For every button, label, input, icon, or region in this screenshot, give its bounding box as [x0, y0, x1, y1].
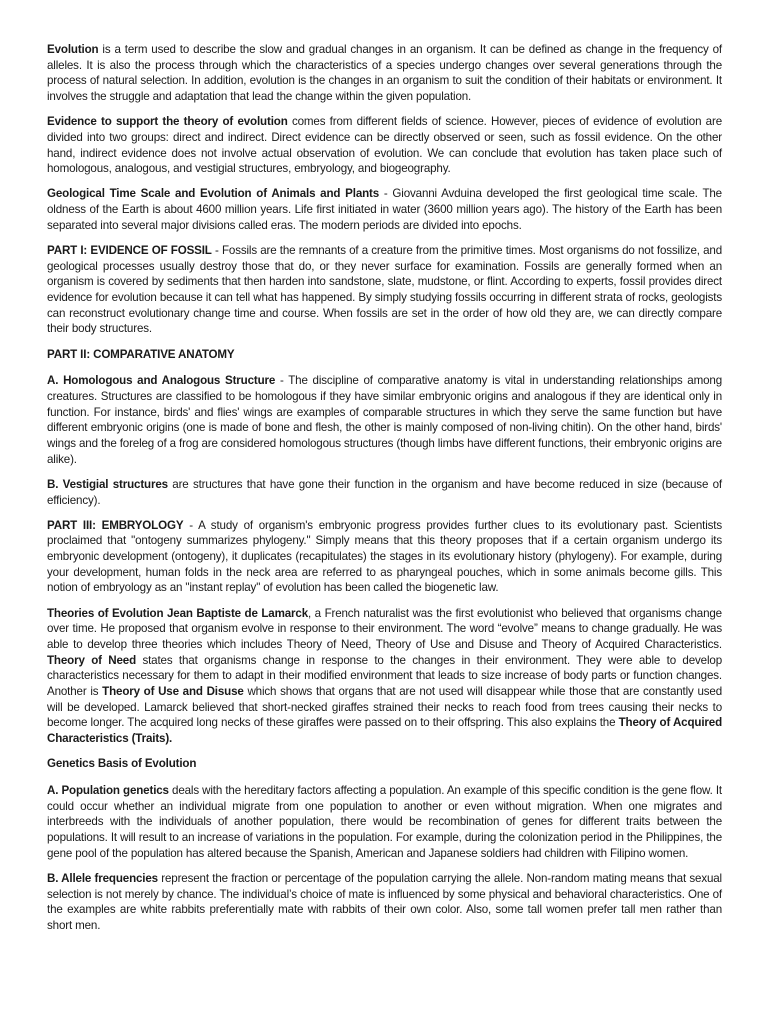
term-theory-of-use-and-disuse: Theory of Use and Disuse [102, 685, 244, 699]
paragraph-homologous-analogous: A. Homologous and Analogous Structure - The discipline of comparative anatomy is vital in understanding relationships among creatures. Structures are classified to be homologous if they have similar embryonic origins and analogous if they are identical only in function. For instance, birds' and flies' wings are examples of comparable structures in which they serve the same function but have different embryonic origins (one is made of bone and flesh, the other is mainly composed of non-living chitin). On the other hand, birds' wings and the foreleg of a frog are considered homologous structures (though limbs have different functions, their embryonic origins are alike). [47, 374, 723, 466]
heading-part-2: PART II: COMPARATIVE ANATOMY [47, 347, 235, 361]
heading-part-1: PART I: EVIDENCE OF FOSSIL [47, 243, 212, 257]
paragraph-lamarck-theories: Theories of Evolution Jean Baptiste de Lamarck, a French naturalist was the first evolutionist who believed that organisms change over time. He proposed that organism evolve in response to their environment. The word “evolve” means to change gradually. He was able to develop three theories which includes Theory of Need, Theory of Use and Disuse and Theory of Acquired Characteristics. Theory of Need states that organisms change in response to the changes in their environment. They were able to develop characteristics necessary for them to adapt in their modified environment that leads to size increase of body parts or function changes. Another is Theory of Use and Disuse which shows that organs that are not used will disappear while those that are constantly used will be developed. Lamarck believed that short-necked giraffes strained their necks to reach food from trees causing their necks to become longer. The acquired long necks of these giraffes were passed on to their offspring. This also explains the Theory of Acquired Characteristics (Traits). [47, 606, 723, 746]
section-heading-comparative-anatomy [47, 347, 722, 363]
term-population-genetics: A. Population genetics [47, 783, 169, 797]
term-lamarck: Theories of Evolution Jean Baptiste de Lamarck [47, 606, 309, 620]
paragraph-part-3-embryology: PART III: EMBRYOLOGY - A study of organism's embryonic progress provides further clues to its evolutionary past. Scientists proclaimed that "ontogeny summarizes phylogeny." Simply means that this theory proposes that if a certain organism undergo its embryonic development (ontogeny), it duplicates (recapitulates) the stages in its evolutionary history (phylogeny). For example, during your development, human folds in the neck area are referred to as pharyngeal pouches, which in some animals become gills. This notion of embryology as an "instant replay" of evolution has been called the biogenetic law. [47, 518, 722, 595]
heading-genetics-basis: Genetics Basis of Evolution [47, 757, 197, 771]
paragraph-evidence-of-evolution: Evidence to support the theory of evolution comes from different fields of science. However, pieces of evidence of evolution are divided into two groups: direct and indirect. Direct evidence can be directly observed or seen, such as fossil evidence. On the other hand, indirect evidence does not involve actual observation of evolution. We can conclude that evolution has taken place such of homologous, analogous, and vestigial structures, embryology, and biogeography. [47, 115, 722, 176]
term-evidence: Evidence to support the theory of evolution [47, 115, 288, 129]
term-acquired-characteristics: Theory of Acquired Characteristics (Traits). [47, 716, 723, 746]
paragraph-part-1-fossil: PART I: EVIDENCE OF FOSSIL - Fossils are the remnants of a creature from the primitive times. Most organisms do not fossilize, and geological processes usually destroy those that do, or they never surface for examination. Fossils are generally formed when an organism is covered by sediments that then harden into sandstone, slate, mudstone, or flint. According to experts, fossil provides direct evidence for evolution because it can tell what has happened. By simply studying fossils occurring in different strata of rocks, geologists can reconstruct evolutionary change time and course. When fossils are set in the order of how old they are, we can directly compare their body structures. [47, 243, 722, 336]
term-evolution: Evolution [47, 43, 99, 56]
paragraph-vestigial-structures: B. Vestigial structures are structures that have gone their function in the organism and have become reduced in size (because of efficiency). [47, 477, 722, 507]
term-geological-time-scale: Geological Time Scale and Evolution of Animals and Plants [47, 187, 380, 201]
paragraph-allele-frequencies: B. Allele frequencies represent the fraction or percentage of the population carrying the allele. Non-random mating means that sexual selection is not merely by chance. The individual’s choice of mate is influenced by some physical and behavioral characteristics. One of the examples are white rabbits preferentially mate with rabbits of their own color. Also, some tall women prefer tall men rather than short men. [47, 871, 722, 932]
term-vestigial: B. Vestigial structures [47, 477, 168, 491]
term-allele-frequencies: B. Allele frequencies [47, 871, 158, 885]
paragraph-population-genetics: A. Population genetics deals with the hereditary factors affecting a population. An example of this specific condition is the gene flow. It could occur whether an individual migrate from one population to another or even without migration. When one migrates and interbreeds with the individuals of another population, there would be recombination of genes for different traits between the populations. It will result to an increase of variations in the population. For example, during the colonization period in the Philippines, the gene pool of the population has altered because the Spanish, American and Japanese soldiers had children with Filipino women. [47, 783, 722, 860]
section-heading-genetics-basis [47, 756, 722, 772]
term-homologous-analogous: A. Homologous and Analogous Structure [47, 374, 276, 388]
paragraph-evolution-definition: Evolution is a term used to describe the slow and gradual changes in an organism. It can be defined as change in the frequency of alleles. It is also the process through which the characteristics of a species undergo changes over several generations through the process of natural selection. In addition, evolution is the changes in an organism to suit the condition of their habitats or environment. It involves the struggle and adaptation that lead the change within the given population. [47, 43, 722, 104]
heading-part-3: PART III: EMBRYOLOGY [47, 518, 184, 532]
paragraph-geological-time-scale: Geological Time Scale and Evolution of Animals and Plants - Giovanni Avduina developed the first geological time scale. The oldness of the Earth is about 4600 million years. Life first initiated in water (3600 million years ago). The history of the Earth has been separated into several major divisions called eras. The modern periods are divided into epochs. [47, 187, 722, 232]
term-theory-of-need: Theory of Need [47, 653, 137, 667]
